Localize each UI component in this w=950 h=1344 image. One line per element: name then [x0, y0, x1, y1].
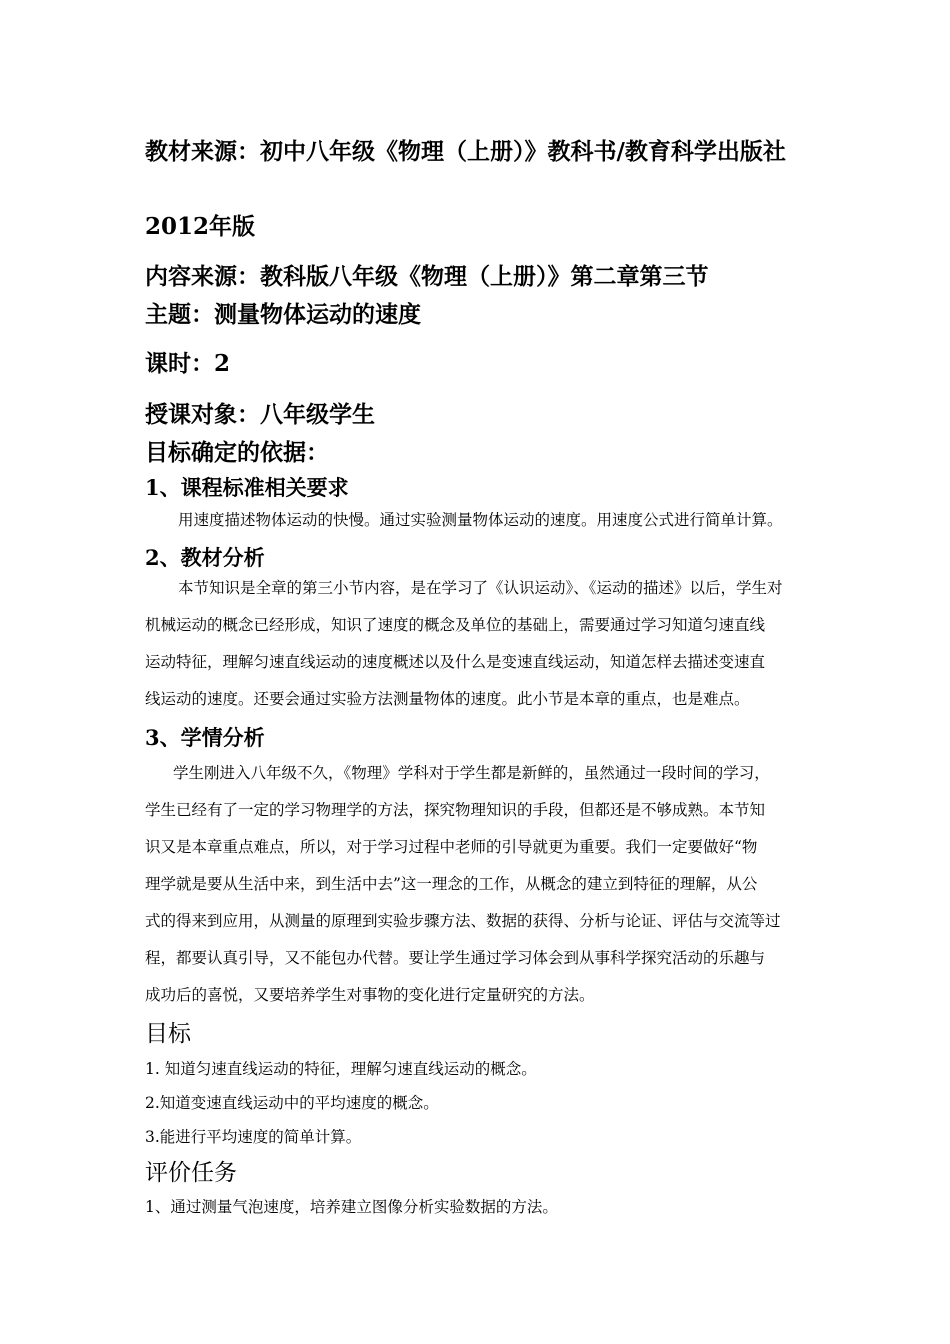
- source-line-2: 2012年版: [145, 213, 256, 240]
- goals-heading: 目标: [145, 1021, 191, 1047]
- topic: 主题：测量物体运动的速度: [145, 301, 421, 328]
- paragraph-line: 学生已经有了一定的学习物理学的方法，探究物理知识的手段，但都还是不够成熟。本节知: [145, 801, 766, 819]
- paragraph-line: 式的得来到应用，从测量的原理到实验步骤方法、数据的获得、分析与论证、评估与交流等过: [145, 912, 781, 930]
- section-heading-students: 3、学情分析: [145, 725, 265, 750]
- goal-item-1: 1. 知道匀速直线运动的特征，理解匀速直线运动的概念。: [145, 1060, 537, 1078]
- content-source: 内容来源：教科版八年级《物理（上册）》第二章第三节: [145, 263, 709, 290]
- basis-heading: 目标确定的依据：: [145, 439, 329, 466]
- paragraph-line: 用速度描述物体运动的快慢。通过实验测量物体运动的速度。用速度公式进行简单计算。: [178, 511, 783, 529]
- source-line-1: 教材来源：初中八年级《物理（上册）》教科书/教育科学出版社: [145, 138, 786, 165]
- paragraph-line: 成功后的喜悦，又要培养学生对事物的变化进行定量研究的方法。: [145, 986, 595, 1004]
- section-heading-standards: 1、课程标准相关要求: [145, 475, 349, 500]
- section-body-students: [145, 755, 810, 1014]
- audience: 授课对象：八年级学生: [145, 401, 375, 428]
- paragraph-line: 运动特征，理解匀速直线运动的速度概述以及什么是变速直线运动，知道怎样去描述变速直: [145, 653, 766, 671]
- paragraph-line: 理学就是要从生活中来，到生活中去”这一理念的工作，从概念的建立到特征的理解，从公: [145, 875, 758, 893]
- goal-item-3: 3.能进行平均速度的简单计算。: [145, 1128, 362, 1146]
- goal-item-2: 2.知道变速直线运动中的平均速度的概念。: [145, 1094, 439, 1112]
- paragraph-line: 机械运动的概念已经形成，知识了速度的概念及单位的基础上，需要通过学习知道匀速直线: [145, 616, 766, 634]
- tasks-heading: 评价任务: [145, 1160, 237, 1186]
- class-hours: 课时：2: [145, 350, 231, 377]
- paragraph-line: 学生刚进入八年级不久，《物理》学科对于学生都是新鲜的，虽然通过一段时间的学习，: [173, 764, 770, 782]
- task-item-1: 1、通过测量气泡速度，培养建立图像分析实验数据的方法。: [145, 1198, 558, 1216]
- section-body-standards: [145, 502, 810, 539]
- paragraph-line: 线运动的速度。还要会通过实验方法测量物体的速度。此小节是本章的重点，也是难点。: [145, 690, 750, 708]
- paragraph-line: 程，都要认真引导，又不能包办代替。要让学生通过学习体会到从事科学探究活动的乐趣与: [145, 949, 766, 967]
- paragraph-line: 本节知识是全章的第三小节内容，是在学习了《认识运动》、《运动的描述》以后，学生对: [178, 579, 783, 597]
- section-heading-textbook: 2、教材分析: [145, 545, 265, 570]
- paragraph-line: 识又是本章重点难点，所以，对于学习过程中老师的引导就更为重要。我们一定要做好“物: [145, 838, 758, 856]
- section-body-textbook: [145, 570, 810, 718]
